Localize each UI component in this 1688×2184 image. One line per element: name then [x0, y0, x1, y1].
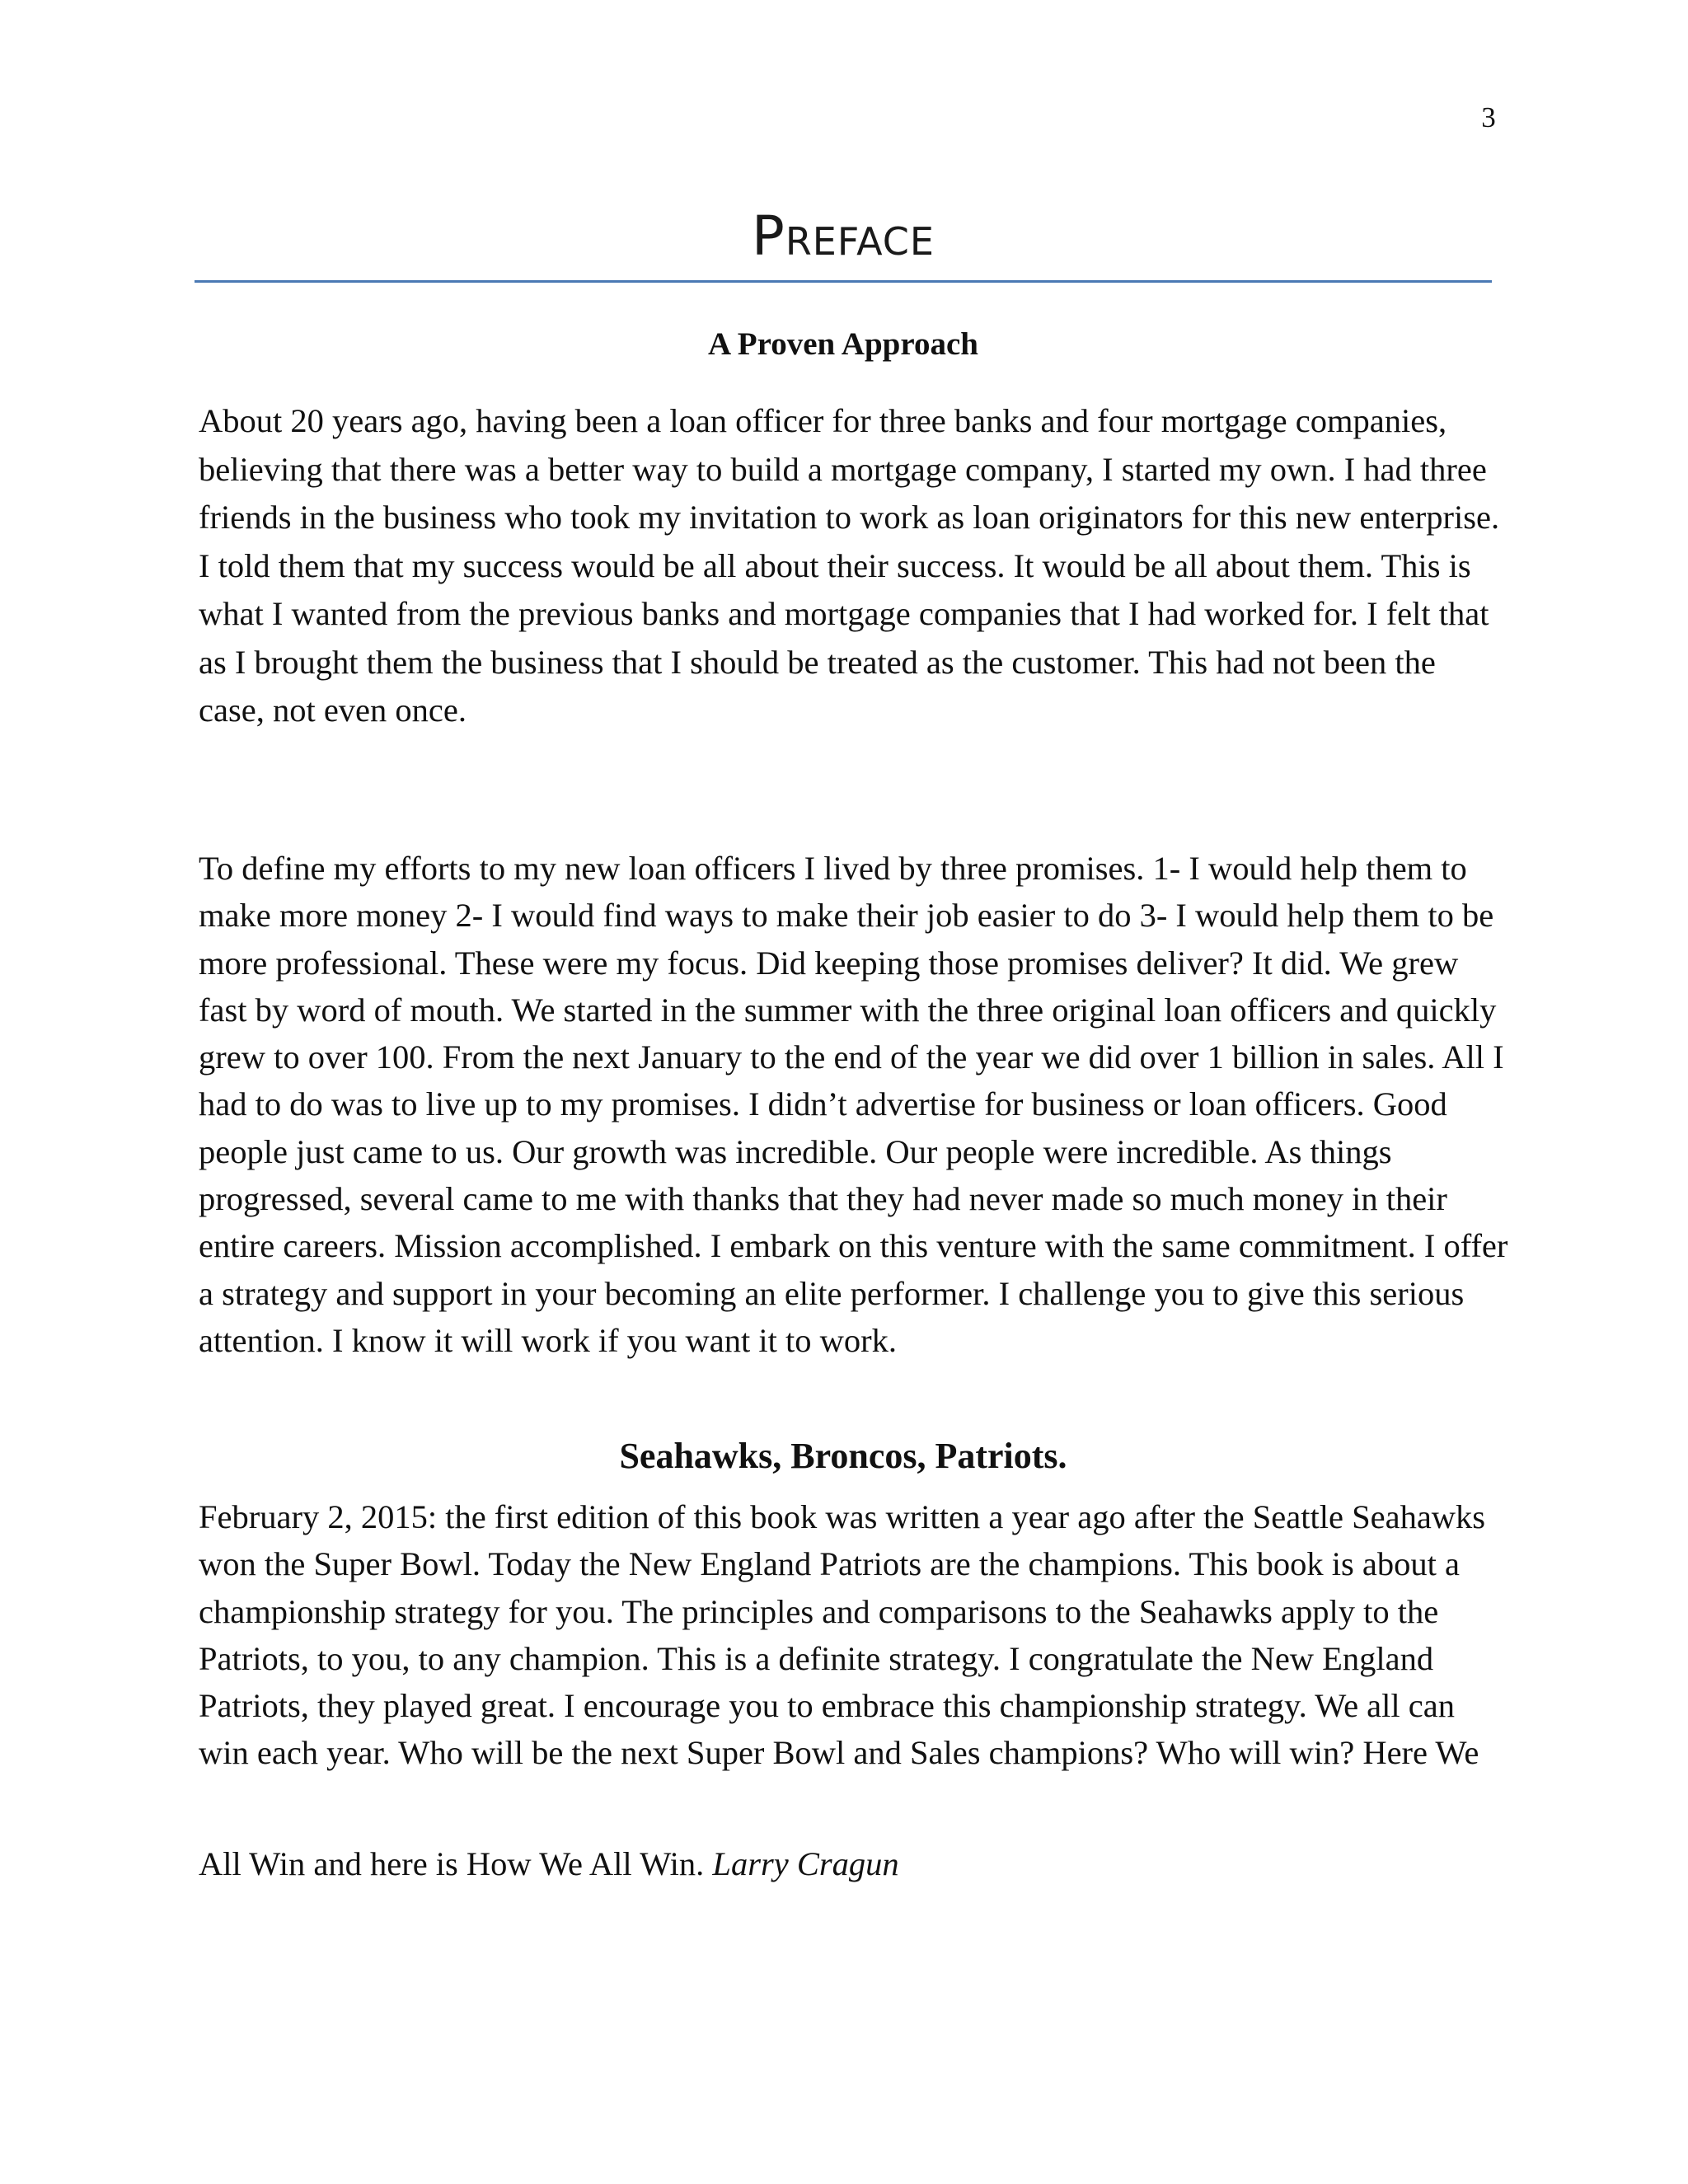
- paragraph-super-bowl: February 2, 2015: the first edition of this book was written a year ago after the Seattle Seahawks won the Super Bowl. Today the New England Patriots are the champions. This book is about a championship strategy for you. The principles and comparisons to the Seahawks apply to the Patriots, to you, to any champion. This is a definite strategy. I congratulate the New England Patriots, they played great. I encourage you to embrace this championship strategy. We all can win each year. Who will be the next Super Bowl and Sales champions? Who will win? Here We: [199, 1498, 1486, 1772]
- closing-line: [199, 1840, 1509, 1888]
- paragraph-origin-story: About 20 years ago, having been a loan officer for three banks and four mortgage companies, believing that there was a better way to build a mortgage company, I started my own. I had three friends in the business who took my invitation to work as loan originators for this new enterprise. I told them that my success would be all about their success. It would be all about them. This is what I wanted from the previous banks and mortgage companies that I had worked for. I felt that as I brought them the business that I should be treated as the customer. This had not been the case, not even once.: [199, 402, 1500, 729]
- closing-text: All Win and here is How We All Win.: [199, 1845, 705, 1882]
- page-number: 3: [1481, 101, 1496, 134]
- section-heading-proven-approach: A Proven Approach: [708, 326, 978, 362]
- section-heading-teams: Seahawks, Broncos, Patriots.: [619, 1436, 1067, 1476]
- author-signature: Larry Cragun: [712, 1845, 899, 1882]
- paragraph-three-promises: To define my efforts to my new loan officers I lived by three promises. 1- I would help them to make more money 2- I would find ways to make their job easier to do 3- I would help them to be more professional. These were my focus. Did keeping those promises deliver? It did. We grew fast by word of mouth. We started in the summer with the three original loan officers and quickly grew to over 100. From the next January to the end of the year we did over 1 billion in sales. All I had to do was to live up to my promises. I didn’t advertise for business or loan officers. Good people just came to us. Our growth was incredible. Our people were incredible. As things progressed, several came to me with thanks that they had never made so much money in their entire careers. Mission accomplished. I embark on this venture with the same commitment. I offer a strategy and support in your becoming an elite performer. I challenge you to give this serious attention. I know it will work if you want it to work.: [199, 850, 1508, 1359]
- title-divider: [195, 280, 1492, 283]
- chapter-title: Preface: [752, 204, 935, 268]
